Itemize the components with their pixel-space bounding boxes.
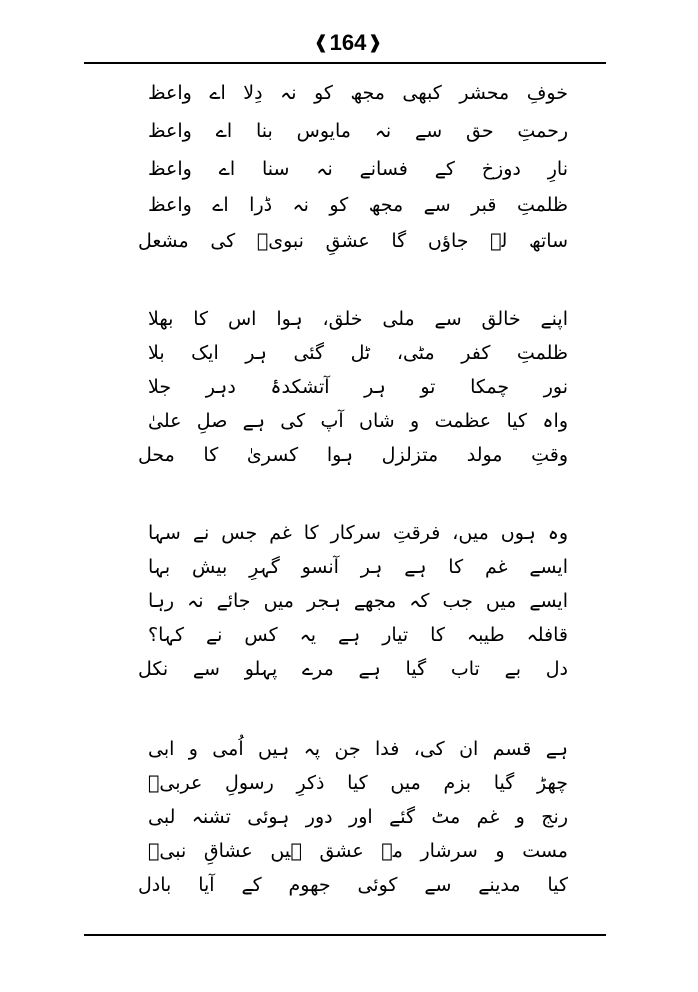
stanza-line: رنج و غم مٹ گئے اور دور ہوئی تشنہ لبی	[148, 806, 568, 828]
stanza-refrain: کیا مدینے سے کوئی جھوم کے آیا بادل	[138, 874, 568, 896]
stanza-refrain: دل بے تاب گیا ہے مرے پہلو سے نکل	[138, 658, 568, 680]
stanza-line: وہ ہوں میں، فرقتِ سرکار کا غم جس نے سہا	[148, 522, 568, 544]
stanza-line: ایسے غم کا ہے ہر آنسو گہرِ بیش بہا	[148, 556, 568, 578]
stanza-line: نارِ دوزخ کے فسانے نہ سنا اے واعظ	[148, 158, 568, 180]
stanza-1	[0, 78, 698, 266]
ornament-right-icon: ❱	[367, 32, 383, 53]
ornament-left-icon: ❰	[313, 32, 329, 53]
stanza-line: واہ کیا عظمت و شاں آپ کی ہے صلِ علیٰ	[148, 410, 568, 432]
header-rule	[84, 62, 606, 64]
stanza-line: رحمتِ حق سے نہ مایوس بنا اے واعظ	[148, 120, 568, 142]
stanza-refrain: وقتِ مولد متزلزل ہوا کسریٰ کا محل	[138, 444, 568, 466]
poem	[0, 78, 698, 942]
stanza-line: قافلہ طیبہ کا تیار ہے یہ کس نے کہا؟	[148, 624, 568, 646]
stanza-refrain: ساتھ لے جاؤں گا عشقِ نبویؐ کی مشعل	[138, 230, 568, 252]
stanza-line: ظلمتِ قبر سے مجھ کو نہ ڈرا اے واعظ	[148, 194, 568, 216]
page-number: 164	[329, 30, 367, 55]
stanza-line: ہے قسم ان کی، فدا جن پہ ہیں اُمی و ابی	[148, 738, 568, 760]
stanza-line: ایسے میں جب کہ مجھے ہجر میں جائے نہ رہا	[148, 590, 568, 612]
stanza-2	[0, 304, 698, 474]
page-header	[0, 22, 698, 58]
stanza-line: خوفِ محشر کبھی مجھ کو نہ دِلا اے واعظ	[148, 82, 568, 104]
stanza-line: چھڑ گیا بزم میں کیا ذکرِ رسولِ عربیؐ	[148, 772, 568, 794]
stanza-line: ظلمتِ کفر مٹی، ٹل گئی ہر ایک بلا	[148, 342, 568, 364]
stanza-line: نور چمکا تو ہر آتشکدۂ دہر جلا	[148, 376, 568, 398]
stanza-line: مست و سرشار مے عشق ہیں عشاقِ نبیؐ	[148, 840, 568, 862]
footer-rule	[84, 934, 606, 936]
stanza-3	[0, 518, 698, 688]
page-number-badge	[309, 26, 387, 60]
stanza-line: اپنے خالق سے ملی خلق، ہوا اس کا بھلا	[148, 308, 568, 330]
stanza-4	[0, 734, 698, 912]
